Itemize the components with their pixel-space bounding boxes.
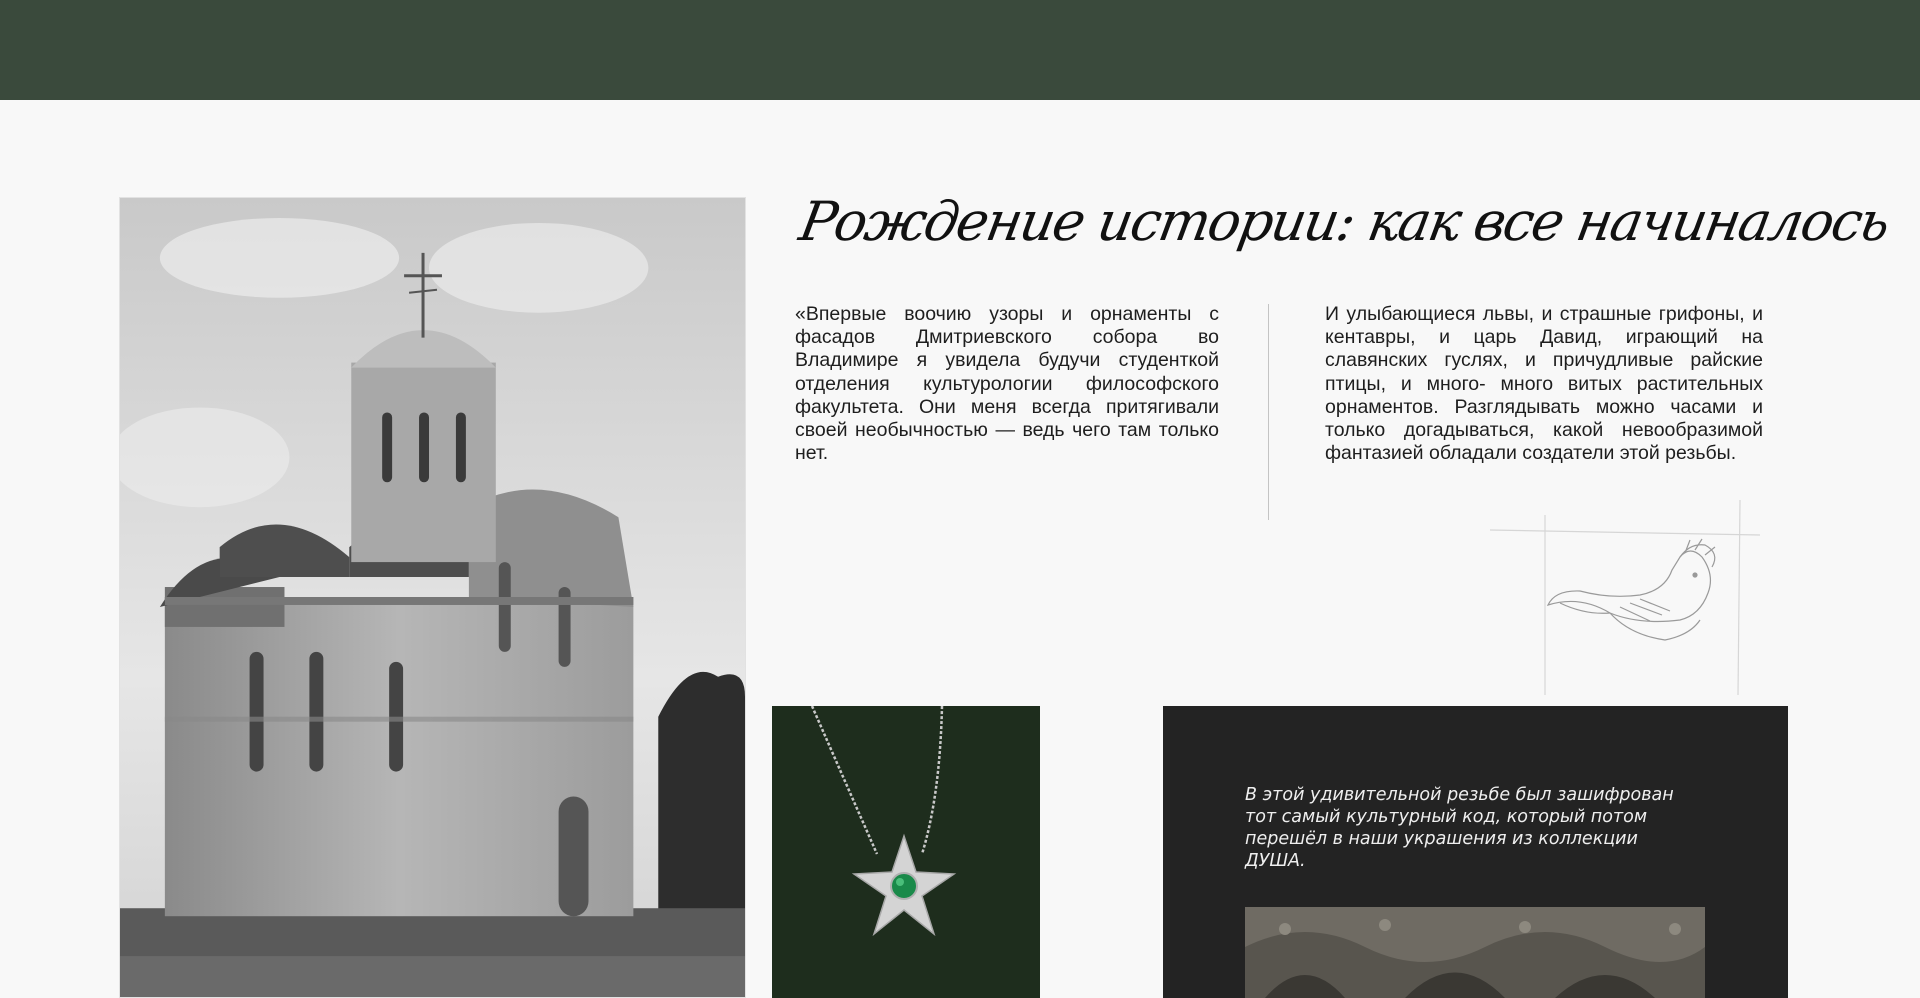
necklace-photo	[772, 706, 1040, 998]
bird-sketch-illustration	[1490, 495, 1760, 705]
intro-paragraph: «Впервые воочию узоры и орнаменты с фасадов Дмитриевского собора во Владимире я увидела будучи студенткой отделения культурологии философского факультета. Они меня всегда притягивали своей необычностью — ведь чего там только нет.	[795, 303, 1219, 465]
stone-carving-photo	[1245, 907, 1705, 998]
column-divider	[1268, 304, 1269, 520]
section-title: Рождение истории: как все начиналось	[795, 190, 1894, 253]
card-text: В этой удивительной резьбе был зашифрован тот самый культурный код, который потом перешёл в наши украшения из коллекции ДУША.	[1245, 785, 1674, 871]
cathedral-photo	[119, 197, 746, 998]
second-paragraph: И улыбающиеся львы, и страшные грифоны, и кентавры, и царь Давид, играющий на славянских гуслях, и причудливые райские птицы, и много- много витых растительных орнаментов. Разглядывать можно часами и только догадываться, какой невообразимой фантазией обладали создатели этой резьбы.	[1325, 303, 1763, 465]
collection-card	[1163, 706, 1788, 998]
top-header-bar	[0, 0, 1920, 100]
